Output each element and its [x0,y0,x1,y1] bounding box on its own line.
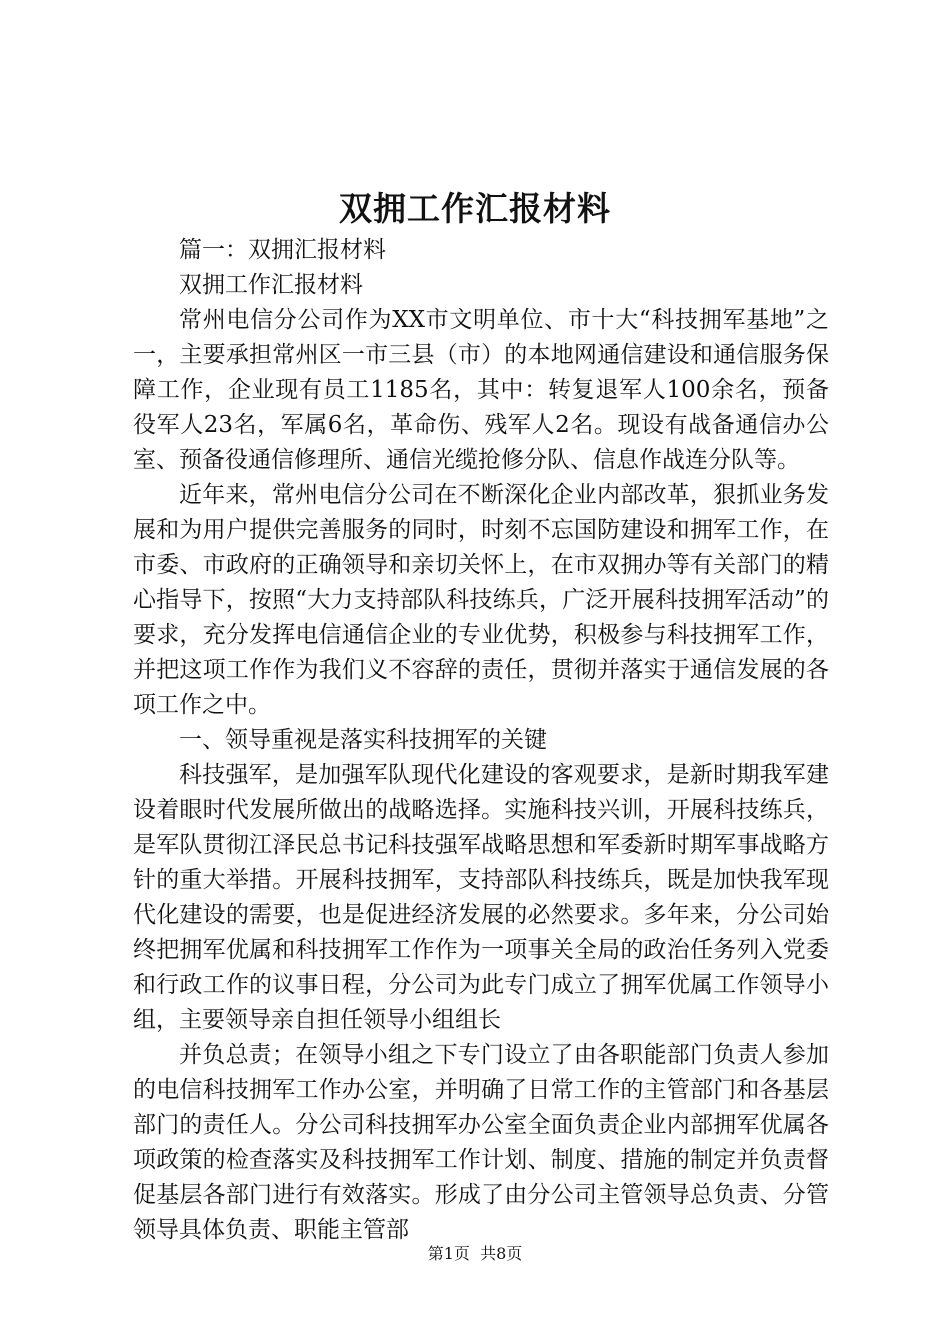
body-paragraph: 近年来，常州电信分公司在不断深化企业内部改革，狠抓业务发展和为用户提供完善服务的同时，时刻不忘国防建设和拥军工作，在市委、市政府的正确领导和亲切关怀上，在市双拥办等有关部门的精心指导下，按照“大力支持部队科技练兵，广泛开展科技拥军活动”的要求，充分发挥电信通信企业的专业优势，积极参与科技拥军工作，并把这项工作作为我们义不容辞的责任，贯彻并落实于通信发展的各项工作之中。 [133,482,829,718]
page-footer [0,1242,950,1266]
body-paragraph: 常州电信分公司作为XX市文明单位、市十大“科技拥军基地”之一，主要承担常州区一市三县（市）的本地网通信建设和通信服务保障工作，企业现有员工1185名，其中：转复退军人100余名，预备役军人23名，军属6名，革命伤、残军人2名。现设有战备通信办公室、预备役通信修理所、通信光缆抢修分队、信息作战连分队等。 [133,307,829,473]
section-heading: 篇一：双拥汇报材料 [179,237,386,263]
body-paragraph: 科技强军，是加强军队现代化建设的客观要求，是新时期我军建设着眼时代发展所做出的战略选择。实施科技兴训，开展科技练兵，是军队贯彻江泽民总书记科技强军战略思想和军委新时期军事战略方针的重大举措。开展科技拥军，支持部队科技练兵，既是加快我军现代化建设的需要，也是促进经济发展的必然要求。多年来，分公司始终把拥军优属和科技拥军工作作为一项事关全局的政治任务列入党委和行政工作的议事日程，分公司为此专门成立了拥军优属工作领导小组，主要领导亲自担任领导小组组长 [133,762,829,1033]
page-number: 第1页 共8页 [427,1244,523,1263]
document-body [133,233,829,1248]
body-paragraph: 并负总责；在领导小组之下专门设立了由各职能部门负责人参加的电信科技拥军工作办公室，并明确了日常工作的主管部门和各基层部门的责任人。分公司科技拥军办公室全面负责企业内部拥军优属各项政策的检查落实及科技拥军工作计划、制度、措施的制定并负责督促基层各部门进行有效落实。形成了由分公司主管领导总负责、分管领导具体负责、职能主管部 [133,1042,829,1243]
section-heading: 一、领导重视是落实科技拥军的关键 [179,727,547,753]
subsection-heading: 双拥工作汇报材料 [179,272,363,298]
document-title: 双拥工作汇报材料 [339,189,611,228]
